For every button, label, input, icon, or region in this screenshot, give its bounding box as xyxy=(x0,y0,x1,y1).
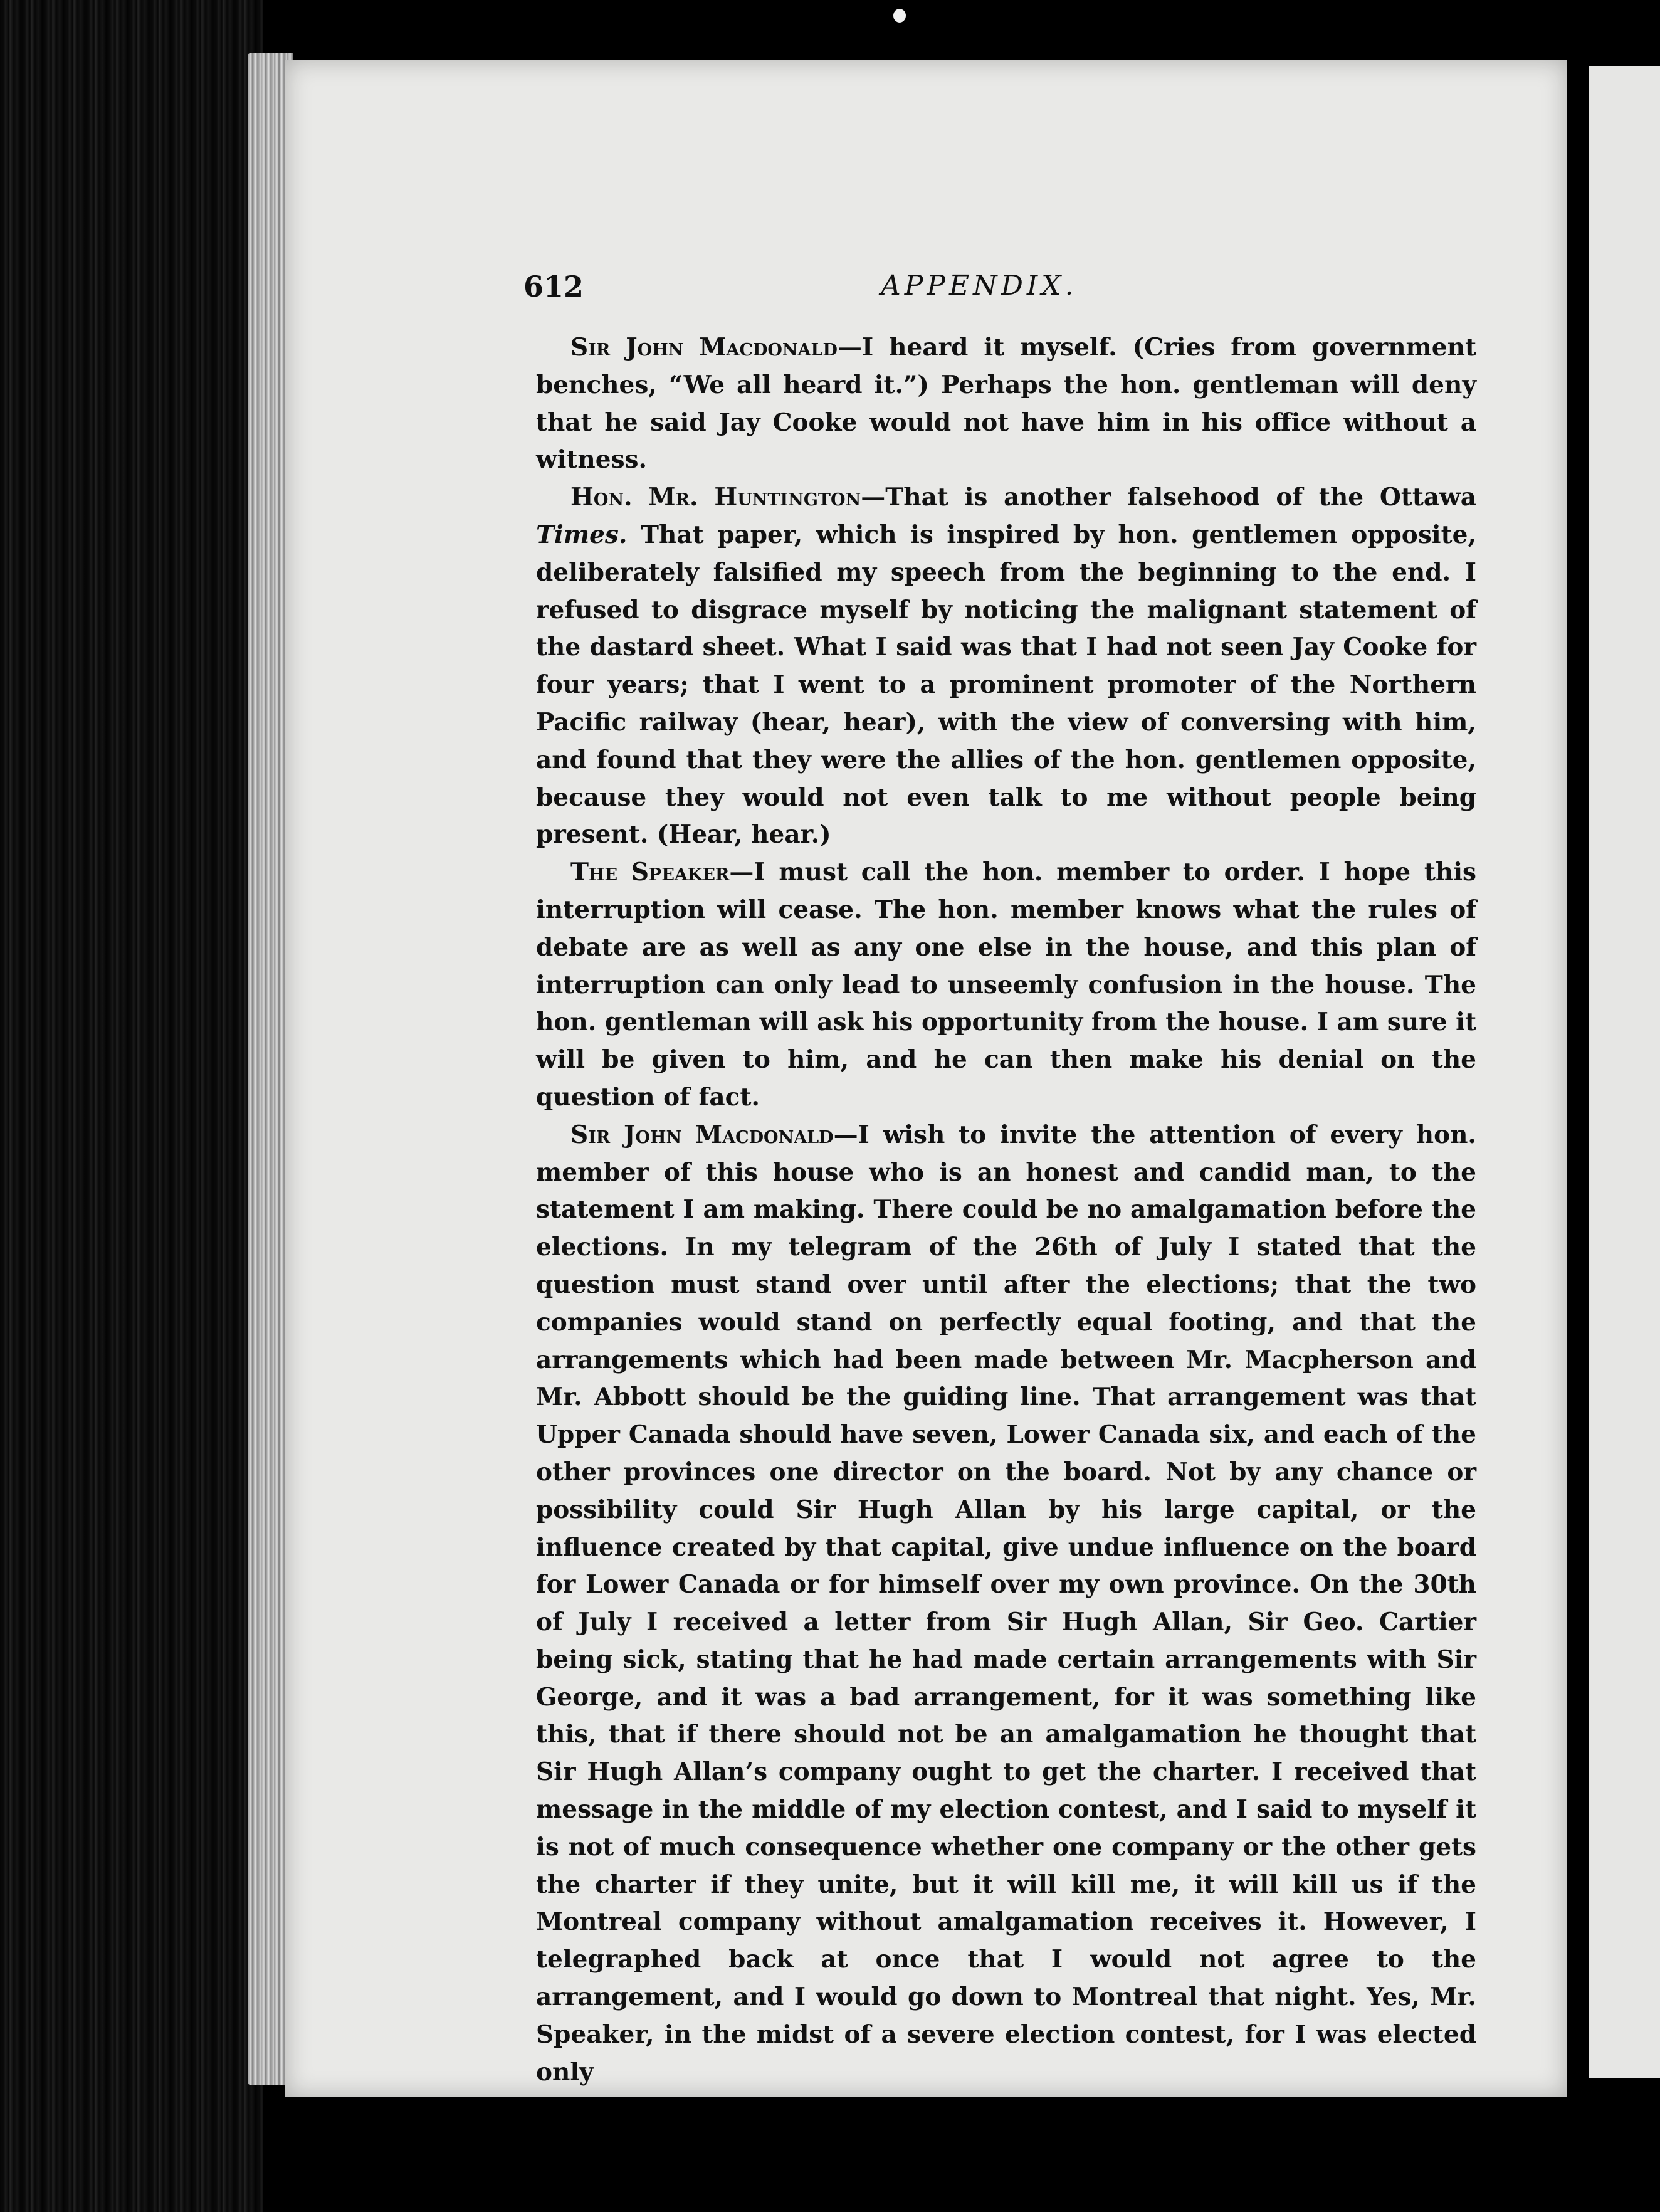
paragraph xyxy=(536,1117,1476,2092)
running-head xyxy=(523,270,1432,313)
speaker-name: Sir John Macdonald xyxy=(570,333,838,362)
paragraph xyxy=(536,329,1476,479)
book-page xyxy=(285,60,1567,2097)
page-body xyxy=(536,329,1476,2091)
speech-text: That paper, which is inspired by hon. gentlemen opposite, deliberately falsified my speech from the beginning to the end. I refused to disgrace myself by noticing the malignant statement of the dastard sheet. What I said was that I had not seen Jay Cooke for four years; that I went to a prominent promoter of the Northern Pacific railway (hear, hear), with the view of conversing with him, and found that they were the allies of the hon. gentlemen opposite, because they would not even talk to me without people being present. (Hear, hear.) xyxy=(536,520,1476,850)
paragraph xyxy=(536,854,1476,1117)
speech-text: —I wish to invite the attention of every hon. member of this house who is an honest and candid man, to the statement I am making. There could be no amalgamation before the elections. In my telegram of the 26th of July I stated that the question must stand over until after the elections; that the two companies would stand on perfectly equal footing, and that the arrangements which had been made between Mr. Macpherson and Mr. Abbott should be the guiding line. That arrangement was that Upper Canada should have seven, Lower Canada six, and each of the other provinces one director on the board. Not by any chance or possibility could Sir Hugh Allan by his large capital, or the influence created by that capital, give undue influence on the board for Lower Canada or for himself over my own province. On the 30th of July I received a letter from Sir Hugh Allan, Sir Geo. Cartier being sick, stating that he had made certain arrangements with Sir George, and it was a bad arrangement, for it was something like this, that if there should not be an amalgamation he thought that Sir Hugh Allan’s company ought to get the charter. I received that message in the middle of my election contest, and I said to myself it is not of much consequence whether one company or the other gets the charter if they unite, but it will kill me, it will kill us if the Montreal company without amalgamation receives it. However, I telegraphed back at once that I would not agree to the arrangement, and I would go down to Montreal that night. Yes, Mr. Speaker, in the midst of a severe election contest, for I was elected only xyxy=(536,1120,1477,2087)
running-title: APPENDIX. xyxy=(881,270,1078,302)
speech-text: —I must call the hon. member to order. I hope this interruption will cease. The hon. member knows what the rules of debate are as well as any one else in the house, and this plan of interruption can only lead to unseemly confusion in the house. The hon. gentleman will ask his opportunity from the house. I am sure it will be given to him, and he can then make his denial on the question of fact. xyxy=(536,858,1476,1112)
facing-page-edge xyxy=(1589,66,1660,2078)
page-number: 612 xyxy=(523,270,584,303)
speaker-name: Sir John Macdonald xyxy=(570,1120,834,1149)
speaker-name: The Speaker xyxy=(570,858,730,887)
speech-text: —That is another falsehood of the Ottawa xyxy=(861,483,1476,512)
newspaper-title: Times. xyxy=(536,520,628,549)
paragraph xyxy=(536,479,1476,854)
speech-text: —I heard it myself. (Cries from government benches, “We all heard it.”) Perhaps the hon. gentleman will deny that he said Jay Cooke would not have him in his office without a witness. xyxy=(536,333,1476,475)
book-spine xyxy=(0,0,263,2212)
binding-hole-mark xyxy=(893,9,906,23)
speaker-name: Hon. Mr. Huntington xyxy=(570,483,861,512)
